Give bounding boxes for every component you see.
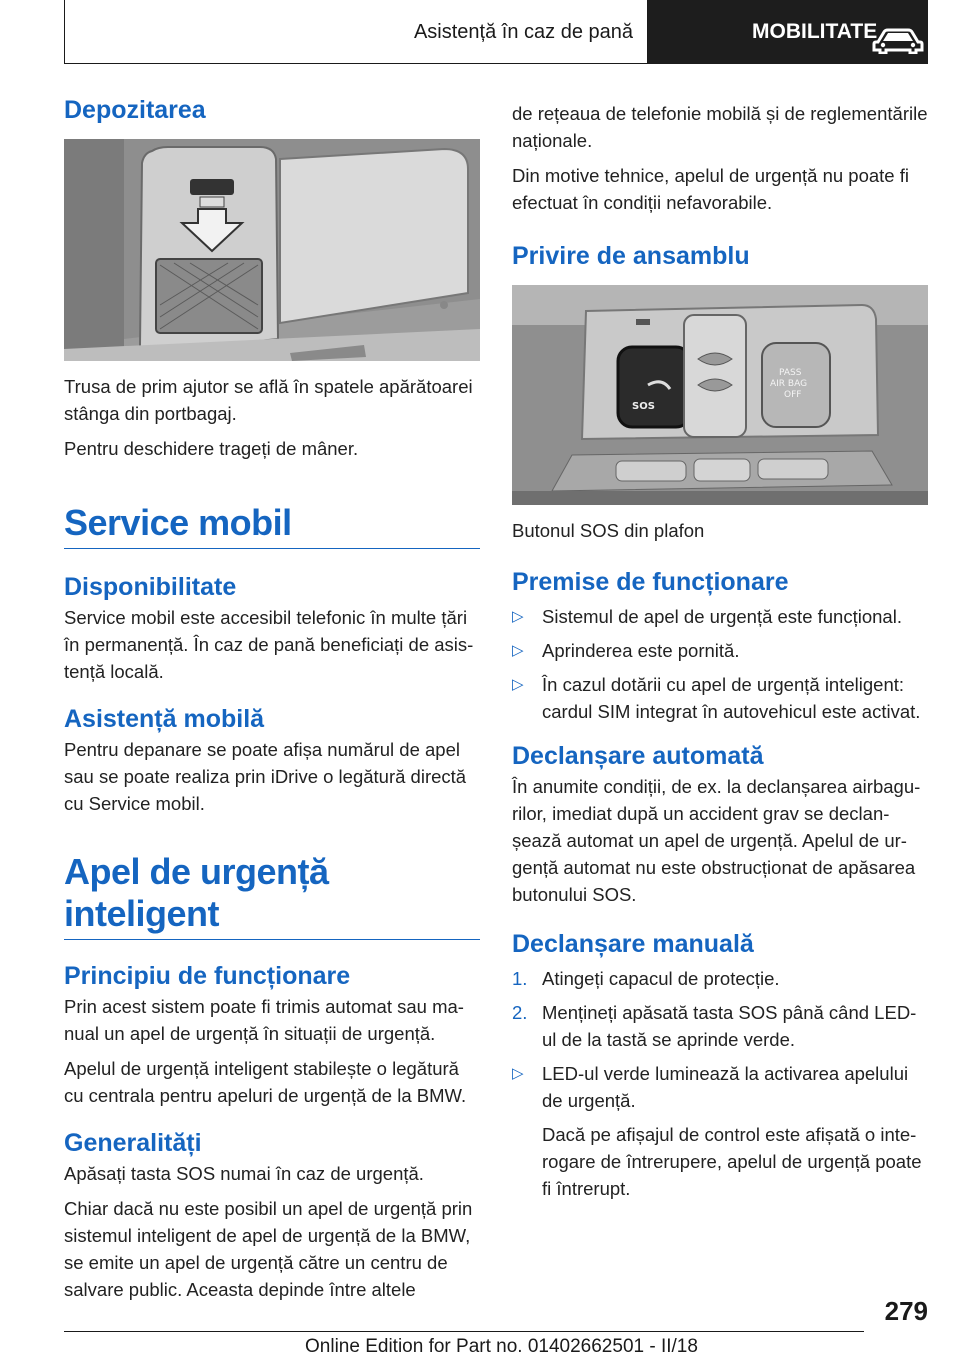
paragraph-asistenta: Pentru depanare se poate afișa numărul de apel sau se poate realiza prin iDrive o legătură directă cu Service mobil. (64, 739, 467, 814)
heading-premise: Premise de funcționare (512, 568, 789, 596)
paragraph-generalitati-2: Chiar dacă nu este posibil un apel de urgență prin sistemul inteligent de apel de urgență de la BMW, se emite un apel de urgență către un centru de salvare public. Aceasta depinde între altele (64, 1198, 473, 1300)
edition-text: Online Edition for Part no. 01402662501 - II/18 (305, 1336, 698, 1357)
footer-divider (64, 1331, 864, 1332)
sos-label: SOS (632, 401, 655, 412)
photo-caption: Butonul SOS din plafon (512, 520, 705, 541)
paragraph-automata: În anumite condiții, de ex. la declanșarea airbagurilor, imediat după un accident grav se declanșează automat un apel de urgență. Apelul de urgență automat nu este obstrucționat de apăsarea butonului SOS. (512, 776, 921, 905)
list-item: ▷ În cazul dotării cu apel de urgență inteligent: cardul SIM integrat în autovehicul este activat. (512, 674, 921, 722)
left-column (64, 96, 480, 1311)
right-column (512, 100, 928, 1210)
paragraph-note: Dacă pe afișajul de control este afișată o interogare de întrerupere, apelul de urgență poate fi întrerupt. (542, 1124, 922, 1199)
heading-privire-ansamblu: Privire de ansamblu (512, 242, 750, 270)
page-number: 279 (884, 1296, 928, 1326)
sos-button-photo (512, 285, 928, 505)
heading-service-mobil: Service mobil (64, 502, 480, 549)
paragraph-trusa: Trusa de prim ajutor se află în spatele apărătoarei stânga din portbagaj. (64, 376, 473, 424)
sub-list (512, 1060, 928, 1114)
list-item: 1. Atingeți capacul de protecție. (512, 968, 780, 989)
heading-declansare-automata: Declanșare automată (512, 742, 764, 770)
heading-asistenta-mobila: Asistență mobilă (64, 705, 265, 733)
list-item: ▷ Aprinderea este pornită. (512, 640, 740, 661)
heading-depozitarea: Depozitarea (64, 96, 206, 124)
paragraph-disponibilitate: Service mobil este accesibil telefonic în multe țări în permanență. În caz de pană beneficiați de asistență locală. (64, 607, 474, 682)
heading-declansare-manuala: Declanșare manuală (512, 930, 754, 958)
premise-list (512, 603, 928, 725)
heading-disponibilitate: Disponibilitate (64, 573, 237, 601)
paragraph-principiu-1: Prin acest sistem poate fi trimis automat sau manual un apel de urgență în situații de urgență. (64, 996, 464, 1044)
pass-label: PASS (779, 368, 802, 378)
paragraph-principiu-2: Apelul de urgență inteligent stabilește o legătură cu centrala pentru apeluri de urgență de la BMW. (64, 1058, 467, 1106)
heading-principiu: Principiu de funcționare (64, 962, 351, 990)
paragraph-motive: Din motive tehnice, apelul de urgență nu poate fi efectuat în condiții nefavorabile. (512, 165, 909, 213)
list-item: 2. Mențineți apăsată tasta SOS până când LED-ul de la tastă se aprinde verde. (512, 1002, 917, 1050)
paragraph-generalitati-1: Apăsați tasta SOS numai în caz de urgență. (64, 1163, 424, 1184)
list-item: ▷ LED-ul verde luminează la activarea apelului de urgență. (512, 1063, 909, 1111)
heading-generalitati: Generalități (64, 1129, 202, 1157)
chapter-label: MOBILITATE (752, 20, 878, 43)
paragraph-deschidere: Pentru deschidere trageți de mâner. (64, 438, 359, 459)
list-item: ▷ Sistemul de apel de urgență este funcțional. (512, 606, 902, 627)
heading-apel-urgenta: Apel de urgență inteligent (64, 851, 480, 940)
steps-list (512, 965, 928, 1053)
page-header (64, 0, 928, 64)
car-icon (872, 28, 924, 54)
airbag-label: AIR BAG (770, 379, 808, 389)
paragraph-continuare: de rețeaua de telefonie mobilă și de reglementările naționale. (512, 103, 928, 151)
section-title: Asistență în caz de pană (64, 0, 648, 64)
trunk-first-aid-photo (64, 139, 480, 361)
off-label: OFF (784, 390, 802, 400)
chapter-tab (648, 0, 928, 64)
